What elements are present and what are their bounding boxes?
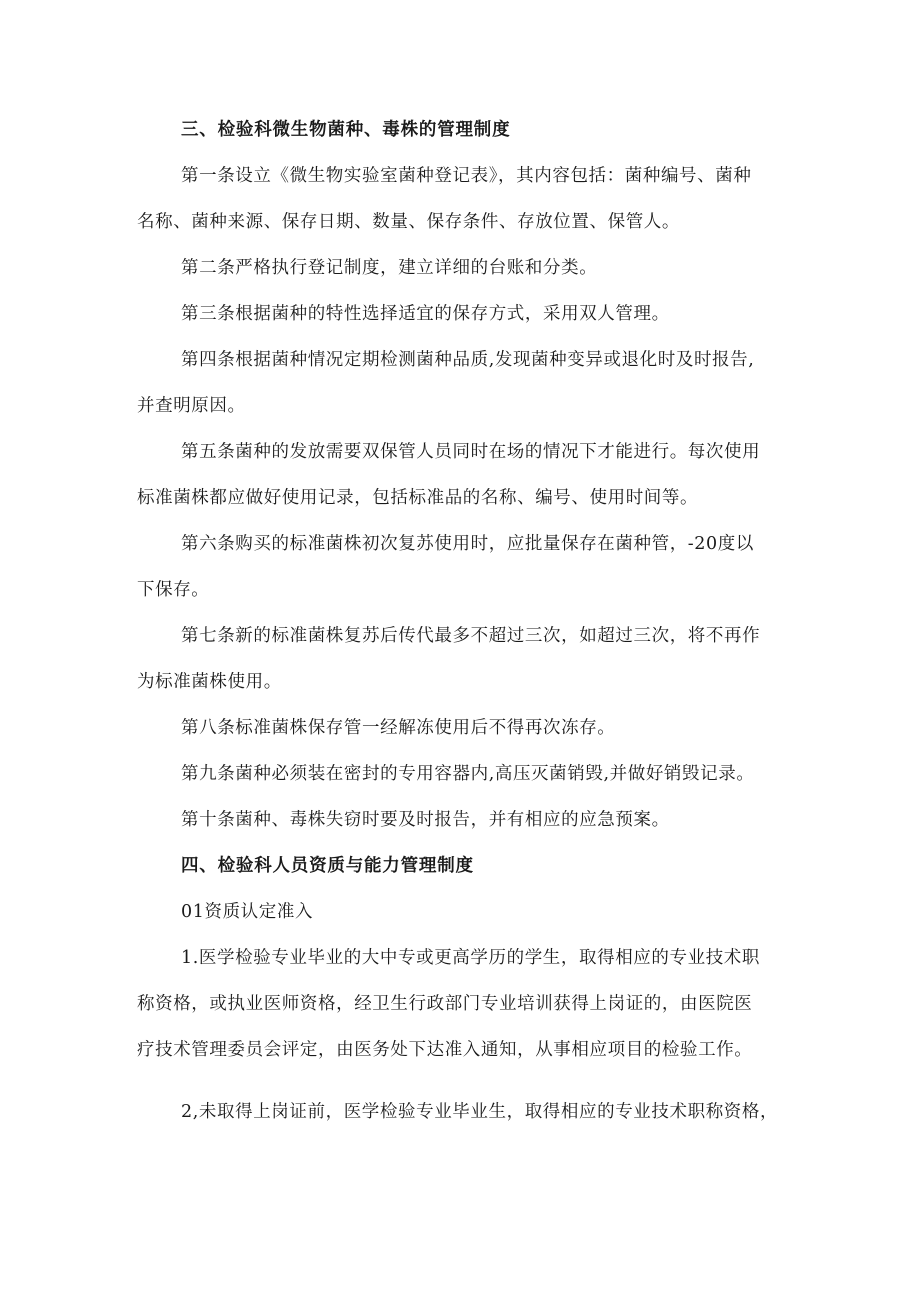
section-4-subtitle: 01资质认定准入 — [181, 902, 314, 922]
item-1-line-1: 1.医学检验专业毕业的大中专或更高学历的学生，取得相应的专业技术职 — [181, 948, 760, 968]
article-4-line-1: 第四条根据菌种情况定期检测菌种品质,发现菌种变异或退化时及时报告, — [181, 350, 755, 370]
article-7-line-1: 第七条新的标准菌株复苏后传代最多不超过三次，如超过三次，将不再作 — [181, 626, 761, 646]
document-body — [137, 118, 819, 1124]
article-4-line-2: 并查明原因。 — [137, 396, 246, 416]
article-5-line-2: 标准菌株都应做好使用记录，包括标准品的名称、编号、使用时间等。 — [137, 488, 699, 508]
article-5-line-1: 第五条菌种的发放需要双保管人员同时在场的情况下才能进行。每次使用 — [181, 442, 761, 462]
section-4-heading: 四、检验科人员资质与能力管理制度 — [181, 856, 474, 876]
item-1-line-3: 疗技术管理委员会评定，由医务处下达准入通知，从事相应项目的检验工作。 — [137, 1040, 753, 1060]
article-7-line-2: 为标准菌株使用。 — [137, 672, 282, 692]
article-1-line-1: 第一条设立《微生物实验室菌种登记表》，其内容包括：菌种编号、菌种 — [181, 166, 752, 186]
article-2: 第二条严格执行登记制度，建立详细的台账和分类。 — [181, 258, 598, 278]
item-2-line-1: 2,未取得上岗证前，医学检验专业毕业生，取得相应的专业技术职称资格， — [181, 1102, 779, 1122]
article-6-line-2: 下保存。 — [137, 580, 210, 600]
article-10: 第十条菌种、毒株失窃时要及时报告，并有相应的应急预案。 — [181, 810, 670, 830]
article-9: 第九条菌种必须装在密封的专用容器内,高压灭菌销毁,并做好销毁记录。 — [181, 764, 755, 784]
article-3: 第三条根据菌种的特性选择适宜的保存方式，采用双人管理。 — [181, 304, 670, 324]
article-1-line-2: 名称、菌种来源、保存日期、数量、保存条件、存放位置、保管人。 — [137, 212, 680, 232]
item-1-line-2: 称资格，或执业医师资格，经卫生行政部门专业培训获得上岗证的，由医院医 — [137, 994, 753, 1014]
section-3-heading: 三、检验科微生物菌种、毒株的管理制度 — [181, 120, 511, 140]
article-6-line-1: 第六条购买的标准菌株初次复苏使用时，应批量保存在菌种管，-20度以 — [181, 534, 754, 554]
article-8: 第八条标准菌株保存管一经解冻使用后不得再次冻存。 — [181, 718, 616, 738]
